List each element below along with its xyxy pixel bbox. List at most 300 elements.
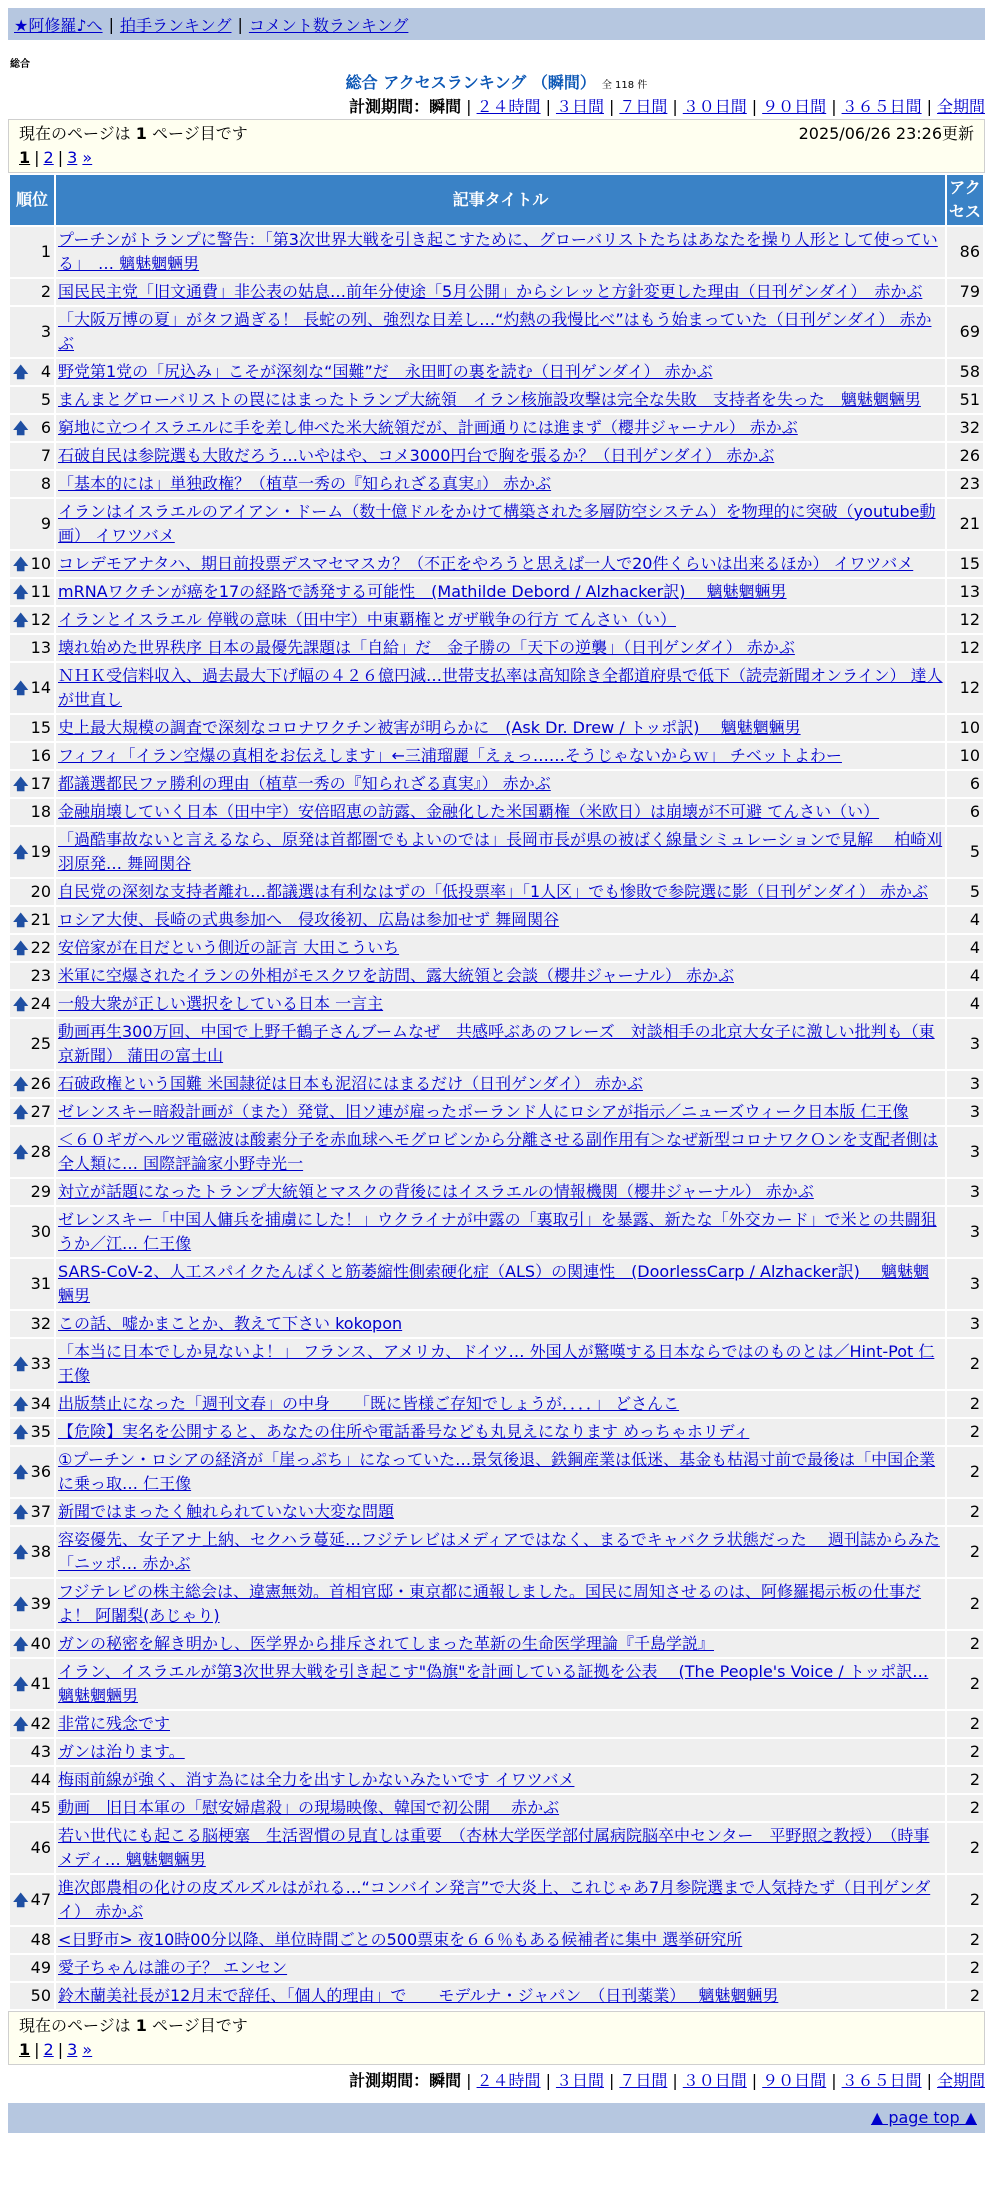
rank-number: 49	[30, 1958, 51, 1977]
title-cell	[56, 1311, 945, 1337]
pager-separator: |	[34, 148, 40, 167]
access-count: 6	[947, 771, 983, 797]
period-link-2[interactable]: ３日間	[555, 97, 604, 116]
table-row	[10, 1499, 983, 1525]
article-link[interactable]: イランとイスラエル 停戦の意味（田中宇）中東覇権とガザ戦争の行方 てんさい（い）	[58, 610, 677, 629]
article-link[interactable]: 石破政権という国難 米国隷従は日本も泥沼にはまるだけ（日刊ゲンダイ） 赤かぶ	[58, 1074, 643, 1093]
table-row	[10, 879, 983, 905]
article-link[interactable]: 「大阪万博の夏」がタフ過ぎる！ 長蛇の列、強烈な日差し…“灼熱の我慢比べ”はもう始まっていた（日刊ゲンダイ） 赤かぶ	[58, 310, 932, 353]
title-cell	[56, 1795, 945, 1821]
rank-cell	[10, 227, 54, 277]
title-cell	[56, 359, 945, 385]
rank-up-arrow-icon: 🡅	[13, 679, 29, 697]
title-cell	[56, 1823, 945, 1873]
page-top-link[interactable]: ▲ page top ▲	[870, 2108, 977, 2127]
rank-number: 40	[30, 1634, 51, 1653]
title-cell	[56, 1631, 945, 1657]
table-row	[10, 227, 983, 277]
table-row	[10, 579, 983, 605]
rank-up-arrow-icon: 🡅	[13, 1463, 29, 1481]
period-link-1[interactable]: ２４時間	[476, 2071, 541, 2090]
article-link[interactable]: 安倍家が在日だという側近の証言 大田こういち	[58, 938, 400, 957]
total-count: 全 118 件	[601, 80, 648, 91]
table-row	[10, 607, 983, 633]
article-link[interactable]: イランはイスラエルのアイアン・ドーム（数十億ドルをかけて構築された多層防空システム）を物理的に突破（youtube動画） イワツバメ	[58, 502, 936, 545]
access-count: 12	[947, 635, 983, 661]
table-row	[10, 307, 983, 357]
article-link[interactable]: 動画 旧日本軍の「慰安婦虐殺」の現場映像、韓国で初公開 赤かぶ	[58, 1798, 560, 1817]
footer-bar	[8, 2103, 985, 2133]
article-link[interactable]: 米軍に空爆されたイランの外相がモスクワを訪問、露大統領と会談（櫻井ジャーナル） 赤かぶ	[58, 966, 734, 985]
rank-cell	[10, 1739, 54, 1765]
rank-number: 19	[30, 842, 51, 861]
rank-up-arrow-icon: 🡅	[13, 363, 29, 381]
period-separator: |	[751, 97, 758, 116]
article-link[interactable]: フジテレビの株主総会は、違憲無効。首相官邸・東京都に通報しました。国民に周知させるのは、阿修羅掲示板の仕事だよ！ 阿闍梨(あじゃり)	[58, 1582, 922, 1625]
rank-number: 5	[40, 390, 51, 409]
rank-cell	[10, 963, 54, 989]
rank-cell	[10, 1127, 54, 1177]
title-cell	[56, 1927, 945, 1953]
table-row	[10, 715, 983, 741]
table-row	[10, 771, 983, 797]
article-link[interactable]: ロシア大使、長崎の式典参加へ 侵攻後初、広島は参加せず 舞岡関谷	[58, 910, 560, 929]
table-row	[10, 499, 983, 549]
table-row	[10, 1207, 983, 1257]
title-cell	[56, 387, 945, 413]
rank-number: 47	[30, 1890, 51, 1909]
title-cell	[56, 1127, 945, 1177]
rank-number: 43	[30, 1742, 51, 1761]
table-row	[10, 1099, 983, 1125]
period-label: 計測期間：	[349, 97, 430, 116]
rank-cell	[10, 1419, 54, 1445]
access-count: 51	[947, 387, 983, 413]
rank-up-arrow-icon: 🡅	[13, 911, 29, 929]
period-separator: |	[608, 2071, 615, 2090]
rank-cell	[10, 1391, 54, 1417]
rank-number: 46	[30, 1838, 51, 1857]
title-cell	[56, 443, 945, 469]
table-row	[10, 1955, 983, 1981]
rank-cell	[10, 579, 54, 605]
access-count: 23	[947, 471, 983, 497]
article-link[interactable]: 自民党の深刻な支持者離れ…都議選は有利なはずの「低投票率」「1人区」でも惨敗で参院選に影（日刊ゲンダイ） 赤かぶ	[58, 882, 928, 901]
rank-cell	[10, 663, 54, 713]
table-row	[10, 799, 983, 825]
table-row	[10, 1823, 983, 1873]
rank-up-arrow-icon: 🡅	[13, 1891, 29, 1909]
access-count: 69	[947, 307, 983, 357]
rank-number: 48	[30, 1930, 51, 1949]
pager-link-3[interactable]: 3	[67, 148, 78, 167]
page-title	[8, 71, 985, 95]
rank-number: 24	[30, 994, 51, 1013]
access-count: 2	[947, 1391, 983, 1417]
article-link[interactable]: 「本当に日本でしか見ないよ！」 フランス、アメリカ、ドイツ… 外国人が驚嘆する日本ならではのものとは／Hint-Pot 仁王像	[58, 1342, 935, 1385]
period-link-3[interactable]: ７日間	[619, 97, 668, 116]
article-link[interactable]: 新聞ではまったく触れられていない大変な問題	[58, 1502, 395, 1521]
updated-timestamp: 2025/06/26 23:26更新	[798, 124, 974, 143]
access-count: 2	[947, 1419, 983, 1445]
period-link-6[interactable]: ３６５日間	[841, 2071, 922, 2090]
article-link[interactable]: <日野市> 夜10時00分以降、単位時間ごとの500票束を６６％もある候補者に集中 選挙研究所	[58, 1930, 743, 1949]
title-cell	[56, 635, 945, 661]
period-current: 瞬間	[429, 97, 462, 116]
period-separator: |	[831, 97, 837, 116]
ranking-table	[8, 173, 985, 2011]
period-link-4[interactable]: ３０日間	[682, 2071, 747, 2090]
table-row	[10, 387, 983, 413]
article-link[interactable]: 金融崩壊していく日本（田中宇）安倍昭恵の訪露、金融化した米国覇権（米欧日）は崩壊が不可避 てんさい（い）	[58, 802, 880, 821]
table-row	[10, 279, 983, 305]
table-row	[10, 1259, 983, 1309]
access-count: 3	[947, 1311, 983, 1337]
title-cell	[56, 799, 945, 825]
access-count: 58	[947, 359, 983, 385]
rank-number: 42	[30, 1714, 51, 1733]
pager	[19, 2038, 974, 2062]
rank-up-arrow-icon: 🡅	[13, 1103, 29, 1121]
period-separator: |	[466, 97, 472, 116]
period-separator: |	[926, 2071, 932, 2090]
article-link[interactable]: 【危険】実名を公開すると、あなたの住所や電話番号なども丸見えになります めっちゃホリディ	[58, 1422, 750, 1441]
title-cell	[56, 907, 945, 933]
title-cell	[56, 1207, 945, 1257]
rank-cell	[10, 1499, 54, 1525]
rank-cell	[10, 1823, 54, 1873]
rank-cell	[10, 907, 54, 933]
title-cell	[56, 1447, 945, 1497]
comment-ranking-link[interactable]: コメント数ランキング	[248, 15, 409, 35]
access-count: 15	[947, 551, 983, 577]
access-count: 6	[947, 799, 983, 825]
rank-number: 28	[30, 1142, 51, 1161]
current-page-text: 現在のページは 1 ページ目です	[19, 2016, 248, 2035]
period-link-5[interactable]: ９０日間	[762, 2071, 827, 2090]
rank-cell	[10, 1795, 54, 1821]
title-cell	[56, 279, 945, 305]
access-count: 26	[947, 443, 983, 469]
table-row	[10, 1659, 983, 1709]
article-link[interactable]: 史上最大規模の調査で深刻なコロナワクチン被害が明らかに (Ask Dr. Drew / トッポ訳) 魑魅魍魎男	[58, 718, 801, 737]
rank-cell	[10, 1527, 54, 1577]
access-count: 3	[947, 1207, 983, 1257]
rank-cell	[10, 359, 54, 385]
access-count: 32	[947, 415, 983, 441]
access-count: 3	[947, 1259, 983, 1309]
rank-up-arrow-icon: 🡅	[13, 419, 29, 437]
article-link[interactable]: 梅雨前線が強く、消す為には全力を出すしかないみたいです イワツバメ	[58, 1770, 575, 1789]
rank-number: 27	[30, 1102, 51, 1121]
pager-current: 1	[19, 148, 31, 167]
article-link[interactable]: 動画再生300万回、中国で上野千鶴子さんブームなぜ 共感呼ぶあのフレーズ 対談相手の北京大女子に激しい批判も（東京新聞） 蒲田の富士山	[58, 1022, 935, 1065]
access-count: 3	[947, 1179, 983, 1205]
access-count: 79	[947, 279, 983, 305]
table-row	[10, 1927, 983, 1953]
table-row	[10, 907, 983, 933]
article-link[interactable]: 容姿優先、女子アナ上納、セクハラ蔓延…フジテレビはメディアではなく、まるでキャバクラ状態だった 週刊誌からみた「ニッポ… 赤かぶ	[58, 1530, 940, 1573]
period-link-2[interactable]: ３日間	[555, 2071, 604, 2090]
table-row	[10, 1739, 983, 1765]
article-link[interactable]: SARS-CoV-2、人工スパイクたんぱくと筋萎縮性側索硬化症（ALS）の関連性 (DoorlessCarp / Alzhacker訳) 魑魅魍魎男	[58, 1262, 929, 1305]
rank-cell	[10, 771, 54, 797]
article-link[interactable]: mRNAワクチンが癌を17の経路で誘発する可能性 (Mathilde Debord / Alzhacker訳) 魑魅魍魎男	[58, 582, 787, 601]
rank-number: 13	[30, 638, 51, 657]
article-link[interactable]: コレデモアナタハ、期日前投票デスマセマスカ？（不正をやろうと思えば一人で20件くらいは出来るほか） イワツバメ	[58, 554, 914, 573]
rank-number: 8	[40, 474, 51, 493]
rank-number: 2	[40, 282, 51, 301]
rank-cell	[10, 499, 54, 549]
article-link[interactable]: 進次郎農相の化けの皮ズルズルはがれる…“コンバイン発言”で大炎上、これじゃあ7月参院選まで人気持たず（日刊ゲンダイ） 赤かぶ	[58, 1878, 931, 1921]
access-count: 4	[947, 963, 983, 989]
table-row	[10, 1579, 983, 1629]
table-row	[10, 1711, 983, 1737]
rank-cell	[10, 1207, 54, 1257]
rank-number: 31	[30, 1274, 51, 1293]
rank-cell	[10, 743, 54, 769]
rank-cell	[10, 471, 54, 497]
title-cell	[56, 1739, 945, 1765]
rank-up-arrow-icon: 🡅	[13, 775, 29, 793]
title-cell	[56, 827, 945, 877]
access-count: 12	[947, 663, 983, 713]
period-selector-bottom	[8, 2069, 985, 2093]
category-label: 総合	[10, 59, 30, 70]
rank-cell	[10, 279, 54, 305]
rank-cell	[10, 1955, 54, 1981]
home-link[interactable]: ★阿修羅♪へ	[14, 15, 103, 35]
period-link-4[interactable]: ３０日間	[682, 97, 747, 116]
title-cell	[56, 607, 945, 633]
access-count: 10	[947, 743, 983, 769]
pager-link-»[interactable]: »	[82, 2040, 93, 2059]
title-cell	[56, 1875, 945, 1925]
table-row	[10, 1983, 983, 2009]
title-cell	[56, 551, 945, 577]
access-count: 3	[947, 1127, 983, 1177]
rank-cell	[10, 1767, 54, 1793]
rank-up-arrow-icon: 🡅	[13, 555, 29, 573]
table-row	[10, 827, 983, 877]
title-cell	[56, 1499, 945, 1525]
access-count: 12	[947, 607, 983, 633]
rank-up-arrow-icon: 🡅	[13, 843, 29, 861]
rank-number: 33	[30, 1354, 51, 1373]
article-link[interactable]: 窮地に立つイスラエルに手を差し伸べた米大統領だが、計画通りには進まず（櫻井ジャーナル） 赤かぶ	[58, 418, 798, 437]
title-header: 記事タイトル	[56, 175, 945, 225]
nav-separator: |	[237, 14, 243, 34]
title-cell	[56, 663, 945, 713]
rank-up-arrow-icon: 🡅	[13, 1635, 29, 1653]
title-cell	[56, 499, 945, 549]
article-link[interactable]: 都議選都民ファ勝利の理由（植草一秀の『知られざる真実』） 赤かぶ	[58, 774, 551, 793]
title-cell	[56, 1259, 945, 1309]
table-row	[10, 663, 983, 713]
rank-number: 11	[30, 582, 51, 601]
rank-up-arrow-icon: 🡅	[13, 583, 29, 601]
rank-cell	[10, 1447, 54, 1497]
title-cell	[56, 1019, 945, 1069]
table-row	[10, 415, 983, 441]
clap-ranking-link[interactable]: 拍手ランキング	[119, 15, 232, 35]
pager-link-2[interactable]: 2	[43, 148, 54, 167]
rank-up-arrow-icon: 🡅	[13, 1395, 29, 1413]
access-count: 10	[947, 715, 983, 741]
rank-cell	[10, 1927, 54, 1953]
article-link[interactable]: ＮＨＫ受信料収入、過去最大下げ幅の４２６億円減…世帯支払率は高知除き全都道府県で低下（読売新聞オンライン） 達人が世直し	[58, 666, 943, 709]
article-link[interactable]: 対立が話題になったトランプ大統領とマスクの背後にはイスラエルの情報機関（櫻井ジャーナル） 赤かぶ	[58, 1182, 814, 1201]
rank-number: 3	[40, 322, 51, 341]
article-link[interactable]: 壊れ始めた世界秩序 日本の最優先課題は「自給」だ 金子勝の「天下の逆襲」（日刊ゲンダイ） 赤かぶ	[58, 638, 795, 657]
rank-number: 41	[30, 1674, 51, 1693]
rank-number: 30	[30, 1222, 51, 1241]
rank-number: 15	[30, 718, 51, 737]
rank-up-arrow-icon: 🡅	[13, 995, 29, 1013]
table-row	[10, 1019, 983, 1069]
access-count: 2	[947, 1447, 983, 1497]
pager-link-»[interactable]: »	[82, 148, 93, 167]
rank-cell	[10, 935, 54, 961]
access-count: 21	[947, 499, 983, 549]
article-link[interactable]: プーチンがトランプに警告：「第3次世界大戦を引き起こすために、グローバリストたちはあなたを操り人形として使っている」 … 魑魅魍魎男	[58, 230, 938, 273]
article-link[interactable]: 野党第1党の「尻込み」こそが深刻な“国難”だ 永田町の裏を読む（日刊ゲンダイ） 赤かぶ	[58, 362, 713, 381]
table-row	[10, 1311, 983, 1337]
access-count: 2	[947, 1499, 983, 1525]
rank-number: 18	[30, 802, 51, 821]
rank-number: 29	[30, 1182, 51, 1201]
title-cell	[56, 715, 945, 741]
title-cell	[56, 991, 945, 1017]
article-link[interactable]: イラン、イスラエルが第3次世界大戦を引き起こす"偽旗"を計画している証拠を公表 (The People's Voice / トッポ訳… 魑魅魍魎男	[58, 1662, 929, 1705]
rank-cell	[10, 415, 54, 441]
page-info-box-bottom	[8, 2011, 985, 2065]
rank-number: 37	[30, 1502, 51, 1521]
title-cell	[56, 1179, 945, 1205]
period-separator: |	[672, 2071, 678, 2090]
rank-cell	[10, 551, 54, 577]
article-link[interactable]: 愛子ちゃんは誰の子？ エンセン	[58, 1958, 288, 1977]
rank-cell	[10, 715, 54, 741]
table-row	[10, 1391, 983, 1417]
rank-cell	[10, 1983, 54, 2009]
period-separator: |	[831, 2071, 837, 2090]
article-link[interactable]: ガンの秘密を解き明かし、医学界から排斥されてしまった革新の生命医学理論『千島学説』	[58, 1634, 715, 1653]
access-count: 2	[947, 1983, 983, 2009]
rank-up-arrow-icon: 🡅	[13, 1143, 29, 1161]
table-row	[10, 963, 983, 989]
article-link[interactable]: 非常に残念です	[58, 1714, 171, 1733]
table-row	[10, 471, 983, 497]
table-row	[10, 635, 983, 661]
pager-link-2[interactable]: 2	[43, 2040, 54, 2059]
rank-cell	[10, 1875, 54, 1925]
period-separator: |	[466, 2071, 472, 2090]
title-cell	[56, 1955, 945, 1981]
rank-number: 25	[30, 1034, 51, 1053]
article-link[interactable]: ゼレンスキー暗殺計画が（また）発覚、旧ソ連が雇ったポーランド人にロシアが指示／ニューズウィーク日本版 仁王像	[58, 1102, 909, 1121]
rank-cell	[10, 1579, 54, 1629]
rank-number: 50	[30, 1986, 51, 2005]
period-link-7[interactable]: 全期間	[936, 2071, 985, 2090]
article-link[interactable]: 若い世代にも起こる脳梗塞 生活習慣の見直しは重要 （杏林大学医学部付属病院脳卒中センター 平野照之教授） （時事メディ… 魑魅魍魎男	[58, 1826, 930, 1869]
rank-cell	[10, 1099, 54, 1125]
rank-up-arrow-icon: 🡅	[13, 1675, 29, 1693]
article-link[interactable]: 一般大衆が正しい選択をしている日本 一言主	[58, 994, 384, 1013]
ranking-title: 総合 アクセスランキング （瞬間）	[345, 73, 596, 92]
rank-cell	[10, 1659, 54, 1709]
rank-number: 32	[30, 1314, 51, 1333]
title-cell	[56, 471, 945, 497]
title-cell	[56, 771, 945, 797]
rank-number: 4	[40, 362, 51, 381]
rank-cell	[10, 1259, 54, 1309]
pager-separator: |	[57, 2040, 64, 2059]
rank-cell	[10, 799, 54, 825]
rank-header: 順位	[10, 175, 54, 225]
access-count: 2	[947, 1955, 983, 1981]
rank-number: 22	[30, 938, 51, 957]
table-row	[10, 935, 983, 961]
rank-up-arrow-icon: 🡅	[13, 1503, 29, 1521]
article-link[interactable]: まんまとグローバリストの罠にはまったトランプ大統領 イラン核施設攻撃は完全な失敗 支持者を失った 魑魅魍魎男	[58, 390, 921, 409]
article-link[interactable]: フィフィ「イラン空爆の真相をお伝えします」←三浦瑠麗「えぇっ……そうじゃないからｗ」 チベットよわー	[58, 746, 842, 765]
access-count: 2	[947, 1711, 983, 1737]
article-link[interactable]: 「過酷事故ないと言えるなら、原発は首都圏でもよいのでは」長岡市長が県の被ばく線量シミュレーションで見解 柏崎刈羽原発… 舞岡関谷	[58, 830, 943, 873]
table-row	[10, 1071, 983, 1097]
article-link[interactable]: 石破自民は参院選も大敗だろう…いやはや、コメ3000円台で胸を張るか？（日刊ゲンダイ） 赤かぶ	[58, 446, 775, 465]
article-link[interactable]: 鈴木蘭美社長が12月末で辞任、「個人的理由」で モデルナ・ジャパン （日刊薬業） 魑魅魍魎男	[58, 1986, 779, 2005]
period-label: 計測期間：	[349, 2071, 430, 2090]
pager-link-3[interactable]: 3	[67, 2040, 78, 2059]
table-row	[10, 1767, 983, 1793]
period-link-3[interactable]: ７日間	[619, 2071, 668, 2090]
article-link[interactable]: 国民民主党「旧文通費」非公表の姑息…前年分使途「5月公開」からシレッと方針変更した理由（日刊ゲンダイ） 赤かぶ	[58, 282, 923, 301]
article-link[interactable]: この話、嘘かまことか、教えて下さい kokopon	[58, 1314, 403, 1333]
period-link-1[interactable]: ２４時間	[476, 97, 541, 116]
rank-cell	[10, 991, 54, 1017]
access-count: 4	[947, 991, 983, 1017]
article-link[interactable]: ガンは治ります。	[58, 1742, 185, 1761]
article-link[interactable]: 出版禁止になった「週刊文春」の中身 「既に皆様ご存知でしょうが．．．．」 どさんこ	[58, 1394, 680, 1413]
rank-up-arrow-icon: 🡅	[13, 1423, 29, 1441]
period-link-5[interactable]: ９０日間	[762, 97, 827, 116]
rank-cell	[10, 607, 54, 633]
rank-number: 36	[30, 1462, 51, 1481]
title-cell	[56, 743, 945, 769]
article-link[interactable]: ＜６０ギガヘルツ電磁波は酸素分子を赤血球ヘモグロビンから分離させる副作用有＞なぜ新型コロナワクＯンを支配者側は全人類に… 国際評論家小野寺光一	[58, 1130, 939, 1173]
rank-cell	[10, 307, 54, 357]
article-link[interactable]: ①プーチン・ロシアの経済が「崖っぷち」になっていた…景気後退、鉄鋼産業は低迷、基金も枯渇寸前で最後は「中国企業に乗っ取… 仁王像	[58, 1450, 936, 1493]
rank-cell	[10, 635, 54, 661]
access-count: 2	[947, 1927, 983, 1953]
title-cell	[56, 1071, 945, 1097]
rank-cell	[10, 1071, 54, 1097]
table-row	[10, 1419, 983, 1445]
period-link-6[interactable]: ３６５日間	[841, 97, 922, 116]
article-link[interactable]: 「基本的には」単独政権？（植草一秀の『知られざる真実』） 赤かぶ	[58, 474, 552, 493]
article-link[interactable]: ゼレンスキー「中国人傭兵を捕虜にした！」ウクライナが中露の「裏取引」を暴露、新たな「外交カード」で米との共闘狙うか／江… 仁王像	[58, 1210, 937, 1253]
access-count: 5	[947, 827, 983, 877]
access-count: 86	[947, 227, 983, 277]
pager	[19, 146, 974, 170]
table-row	[10, 1127, 983, 1177]
rank-cell	[10, 879, 54, 905]
rank-cell	[10, 1179, 54, 1205]
rank-number: 14	[30, 678, 51, 697]
period-link-7[interactable]: 全期間	[936, 97, 985, 116]
access-count: 2	[947, 1631, 983, 1657]
